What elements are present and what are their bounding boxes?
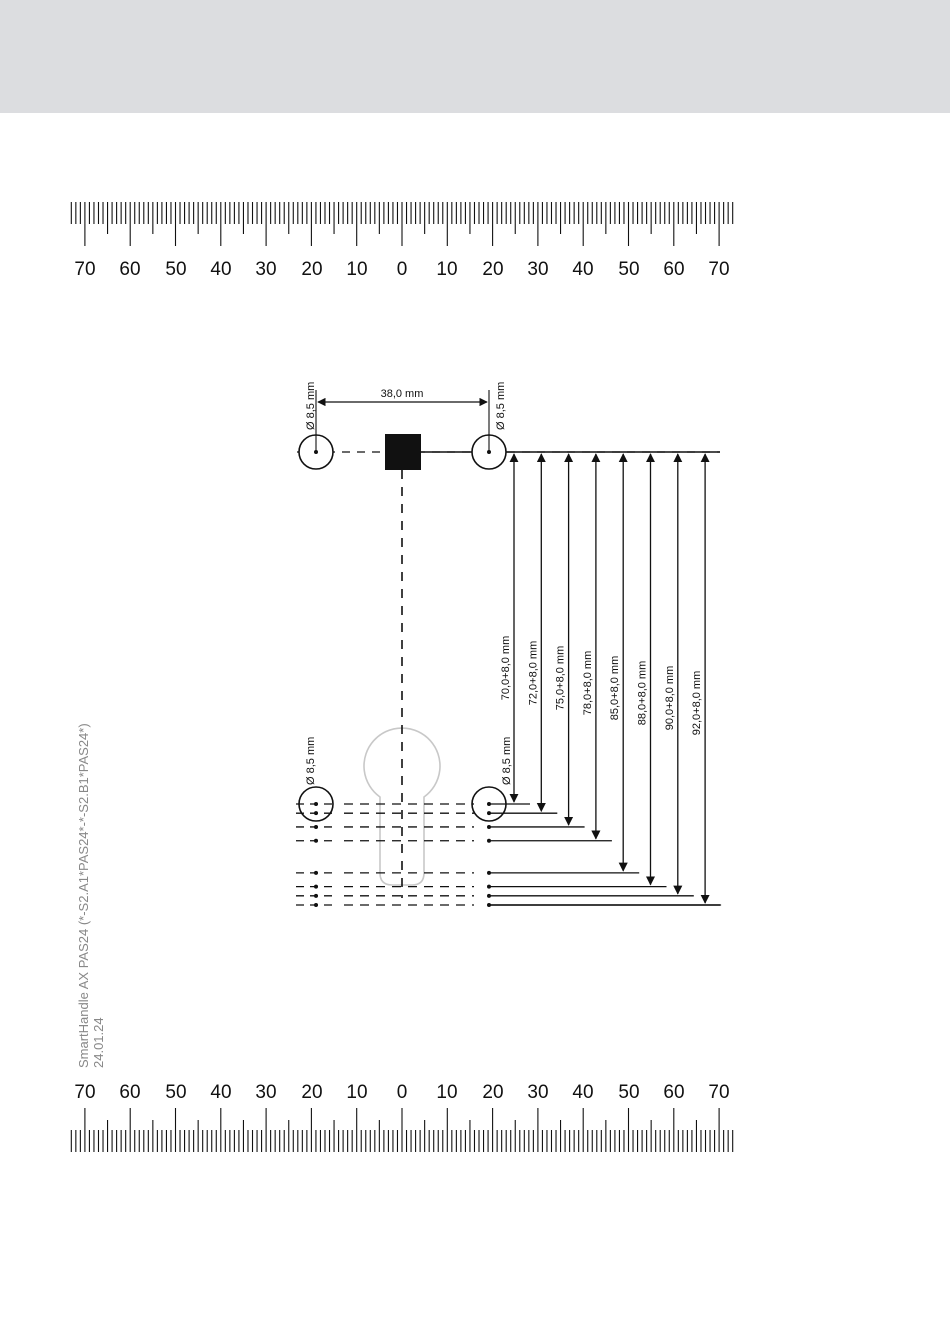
distance-label: 75,0+8,0 mm xyxy=(554,645,567,711)
ruler-top-label: 70 xyxy=(74,259,96,280)
hole-center-right xyxy=(487,839,491,843)
distance-label: 92,0+8,0 mm xyxy=(691,670,704,736)
side-note-product: SmartHandle AX PAS24 (*-S2.A1*PAS24*-*-S2.B1*PAS24*) xyxy=(76,723,91,1068)
ruler-bottom-label: 50 xyxy=(165,1082,187,1103)
distance-label: 88,0+8,0 mm xyxy=(636,660,649,726)
ruler-bottom-label: 20 xyxy=(301,1082,323,1103)
ruler-bottom-label: 10 xyxy=(346,1082,368,1103)
ruler-top-label: 40 xyxy=(572,259,594,280)
ruler-bottom-label: 0 xyxy=(396,1082,408,1103)
hole-center-right xyxy=(487,802,491,806)
ruler-top-label: 20 xyxy=(301,259,323,280)
distance-label: 90,0+8,0 mm xyxy=(663,665,676,731)
distance-label: 78,0+8,0 mm xyxy=(581,650,594,716)
ruler-bottom-label: 70 xyxy=(708,1082,730,1103)
top-fixing-row xyxy=(297,434,720,470)
hole-center-right xyxy=(487,871,491,875)
hole-center-left xyxy=(314,802,318,806)
distance-rows xyxy=(296,454,721,907)
hole-center-left xyxy=(314,903,318,907)
ruler-top-label: 10 xyxy=(436,259,458,280)
ruler-bottom-label: 60 xyxy=(119,1082,141,1103)
square-spindle xyxy=(385,434,421,470)
ruler-top-label: 20 xyxy=(482,259,504,280)
ruler-top-label: 30 xyxy=(255,259,277,280)
ruler-bottom-label: 30 xyxy=(255,1082,277,1103)
spacing-label: 38,0 mm xyxy=(380,388,424,400)
hole-center-left xyxy=(314,894,318,898)
ruler-bottom-label: 70 xyxy=(74,1082,96,1103)
ruler-bottom-label: 10 xyxy=(436,1082,458,1103)
distance-label: 85,0+8,0 mm xyxy=(609,655,622,721)
hole-center-right xyxy=(487,825,491,829)
ruler-bottom-label: 20 xyxy=(482,1082,504,1103)
hole-center-right xyxy=(487,811,491,815)
hole-label-top-left: Ø 8,5 mm xyxy=(305,381,317,430)
ruler-top-label: 60 xyxy=(119,259,141,280)
ruler-bottom-label: 60 xyxy=(663,1082,685,1103)
ruler-bottom-label: 40 xyxy=(572,1082,594,1103)
ruler-top-label: 60 xyxy=(663,259,685,280)
ruler-bottom-label: 30 xyxy=(527,1082,549,1103)
distance-label: 72,0+8,0 mm xyxy=(527,640,540,706)
ruler-top-label: 30 xyxy=(527,259,549,280)
hole-label-top-right: Ø 8,5 mm xyxy=(495,381,507,430)
ruler-top xyxy=(71,202,732,246)
hole-center-right xyxy=(487,885,491,889)
side-note xyxy=(76,723,106,1068)
ruler-top-label: 10 xyxy=(346,259,368,280)
hole-center-left xyxy=(314,825,318,829)
distance-label: 70,0+8,0 mm xyxy=(500,635,512,701)
hole-center-left xyxy=(314,839,318,843)
ruler-bottom-labels xyxy=(74,1082,729,1103)
ruler-top-label: 50 xyxy=(165,259,187,280)
hole-center-left xyxy=(314,871,318,875)
hole-label-bottom-right: Ø 8,5 mm xyxy=(501,736,513,785)
ruler-top-label: 40 xyxy=(210,259,232,280)
ruler-top-label: 50 xyxy=(618,259,640,280)
hole-center-left xyxy=(314,885,318,889)
hole-label-bottom-left: Ø 8,5 mm xyxy=(305,736,317,785)
ruler-top-label: 70 xyxy=(708,259,730,280)
side-note-date: 24.01.24 xyxy=(91,1017,106,1068)
ruler-bottom xyxy=(71,1108,732,1152)
ruler-bottom-label: 40 xyxy=(210,1082,232,1103)
ruler-top-label: 0 xyxy=(396,259,408,280)
ruler-bottom-label: 50 xyxy=(618,1082,640,1103)
hole-center-left xyxy=(314,811,318,815)
hole-center-right xyxy=(487,894,491,898)
ruler-top-labels xyxy=(74,259,729,280)
